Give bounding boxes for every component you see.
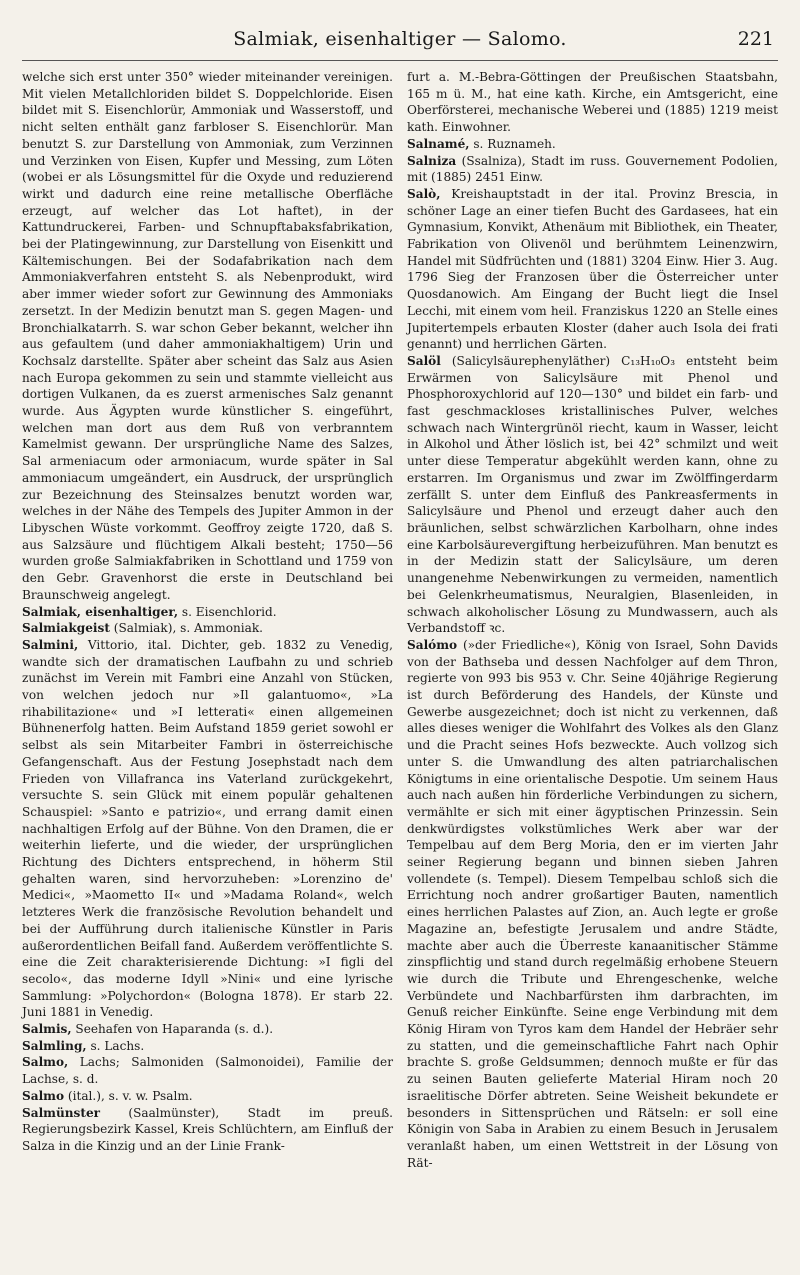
left-column — [22, 69, 393, 1171]
entry-salmo-ital — [22, 1088, 393, 1105]
headword: Salò, — [407, 186, 441, 201]
headword: Salmis, — [22, 1022, 72, 1037]
entry-text: Vittorio, ital. Dichter, geb. 1832 zu Venedig, wandte sich der dramatischen Laufbahn zu und schrieb zunächst im Verein mit Fambri eine Anzahl von Stücken, von welchen jedoch nur »Il galantuomo«, »La rihabilitazione« und »I letterati« einen allgemeinen Bühnenerfolg hatten. Beim Aufstand 1859 geriet sowohl er selbst als sein Mitarbeiter Fambri in österreichische Gefangenschaft. Aus der Festung Josephstadt nach dem Frieden von Villafranca ins Vaterland zurückgekehrt, versuchte S. sein Glück mit einem populär gehaltenen Schauspiel: »Santo e patrizio«, und errang damit einen nachhaltigen Erfolg auf der Bühne. Von den Dramen, die er weiterhin lieferte, und die wieder, der ursprünglichen Richtung des Dichters entsprechend, in höherm Stil gehalten waren, sind hervorzuheben: »Lorenzino de' Medici«, »Maometto II« und »Madama Roland«, welch letzteres Werk die französische Revolution behandelt und bei der Aufführung durch italienische Künstler in Paris außerordentlichen Beifall fand. Außerdem veröffentlichte S. eine die Zeit charakterisierende Dichtung: »I figli del secolo«, das moderne Idyll »Nini« und eine lyrische Sammlung: »Polychordon« (Bologna 1878). Er starb 22. Juni 1881 in Venedig. — [22, 637, 393, 1020]
entry-text: Kreishauptstadt in der ital. Provinz Brescia, in schöner Lage an einer tiefen Bucht des Gardasees, hat ein Gymnasium, Konvikt, Athenäum mit Bibliothek, ein Theater, Fabrikation von Olivenöl und berühmtem Leinenzwirn, Handel mit Südfrüchten und (1881) 3204 Einw. Hier 3. Aug. 1796 Sieg der Franzosen über die Österreicher unter Quosdanowich. Am Eingang der Bucht liegt die Insel Lecchi, mit einem vom heil. Franziskus 1220 an Stelle eines Jupitertempels erbauten Kloster (daher auch Isola dei frati genannt) und herrlichen Gärten. — [407, 186, 778, 352]
page-number: 221 — [737, 28, 774, 50]
page-header — [22, 26, 778, 61]
headword: Salnamé, — [407, 136, 470, 151]
entry-salname — [407, 136, 778, 153]
entry-text: Seehafen von Haparanda (s. d.). — [71, 1022, 274, 1037]
headword: Salmiak, eisenhaltiger, — [22, 604, 179, 619]
entry-text: (ital.), s. v. w. Psalm. — [64, 1088, 193, 1103]
entry-salomo — [407, 637, 778, 1172]
headword: Salmling, — [22, 1038, 87, 1053]
entry-text: (»der Friedliche«), König von Israel, Sohn Davids von der Bathseba und dessen Nachfolger auf dem Thron, regierte von 993 bis 953 v. Chr. Seine 40jährige Regierung ist durch Beförderung des Handels, der Künste und Gewerbe ausgezeichnet; doch ist nicht zu verkennen, daß alles dieses weniger die Wohlfahrt des Volkes als den Glanz und die Pracht seines Hofs bezweckte. Auch vollzog sich unter S. die Umwandlung des alten patriarchalischen Königtums in eine orientalische Despotie. Um seinem Haus auch nach außen hin förderliche Verbindungen zu sichern, vermählte er sich mit einer ägyptischen Prinzessin. Sein denkwürdigstes volkstümliches Werk aber war der Tempelbau auf dem Berg Moria, den er im vierten Jahr seiner Regierung begann und binnen sieben Jahren vollendete (s. Tempel). Diesem Tempelbau schloß sich die Errichtung noch andrer großartiger Bauten, namentlich eines herrlichen Palastes auf Zion, an. Auch legte er große Magazine an, befestigte Jerusalem und andre Städte, machte aber auch die Überreste kanaanitischer Stämme zinspflichtig und stand durch regelmäßig erhobene Steuern wie durch die Tribute und Ehrengeschenke, welche Verbündete und Nachbarfürsten ihm darbrachten, im Genuß reicher Einkünfte. Seine enge Verbindung mit dem König Hiram von Tyros kam dem Handel der Hebräer sehr zu statten, und die gemeinschaftliche Fahrt nach Ophir brachte S. große Geldsummen; dennoch mußte er für das zu seinen Bauten gelieferte Material Hiram noch 20 israelitische Dörfer abtreten. Seine Weisheit bekundete er besonders in Sittensprüchen und Rätseln: er soll eine Königin von Saba in Arabien zu einem Besuch in Jerusalem veranlaßt haben, um einen Wettstreit in der Lösung von Rät- — [407, 637, 778, 1170]
entry-text: s. Eisenchlorid. — [178, 604, 277, 619]
entry-salmuenster — [22, 1105, 393, 1155]
headword: Salmo — [22, 1088, 65, 1103]
headword: Salmünster — [22, 1105, 101, 1120]
entry-salmis — [22, 1021, 393, 1038]
text-columns — [22, 69, 778, 1171]
headword: Salmiakgeist — [22, 621, 110, 636]
headword: Salmini, — [22, 637, 79, 652]
running-title: Salmiak, eisenhaltiger — Salomo. — [233, 28, 567, 50]
entry-text: Lachs; Salmoniden (Salmonoidei), Familie der Lachse, s. d. — [22, 1055, 393, 1087]
right-column — [407, 69, 778, 1171]
entry-salmiak-eisenhaltiger — [22, 604, 393, 621]
entry-salo — [407, 186, 778, 353]
entry-salniza — [407, 153, 778, 186]
headword: Salniza — [407, 153, 457, 168]
headword: Salöl — [407, 353, 441, 368]
entry-salmini — [22, 637, 393, 1021]
entry-text: (Salicylsäurephenyläther) C₁₃H₁₀O₃ entsteht beim Erwärmen von Salicylsäure mit Phenol und Phosphoroxychlorid auf 120—130° und bildet ein farb- und fast geschmackloses kristallinisches Pulver, welches schwach nach Wintergrünöl riecht, kaum in Wasser, leicht in Alkohol und Äther löslich ist, bei 42° schmilzt und weit unter diese Temperatur abgekühlt werden kann, ohne zu erstarren. Im Organismus und zwar im Zwölffingerdarm zerfällt S. unter dem Einfluß des Pankreasferments in Salicylsäure und Phenol und erzeugt daher auch den bräunlichen, selbst schwärzlichen Karbolharn, ohne indes eine Karbolsäurevergiftung herbeizuführen. Man benutzt es in der Medizin statt der Salicylsäure, um deren unangenehme Nebenwirkungen zu vermeiden, namentlich bei Gelenkrheumatismus, Neuralgien, Blasenleiden, in schwach alkoholischer Lösung zu Mundwassern, auch als Verbandstoff ꝛc. — [407, 353, 778, 636]
entry-text: s. Ruznameh. — [469, 136, 556, 151]
entry-text: (Ssalniza), Stadt im russ. Gouvernement Podolien, mit (1885) 2451 Einw. — [407, 153, 778, 185]
entry-salmling — [22, 1038, 393, 1055]
headword: Salómo — [407, 637, 458, 652]
entry-text: s. Lachs. — [86, 1038, 145, 1053]
entry-salol — [407, 353, 778, 637]
entry-salmo-lachs — [22, 1054, 393, 1087]
continuation-paragraph: welche sich erst unter 350° wieder miteinander vereinigen. Mit vielen Metallchloriden bildet S. Doppelchloride. Eisen bildet mit S. Eisenchlorür, Ammoniak und Wasserstoff, und nicht selten enthält ganz farbloser S. Eisenchlorür. Man benutzt S. zur Darstellung von Ammoniak, zum Verzinnen und Verzinken von Eisen, Kupfer und Messing, zum Löten (wobei er als Lösungsmittel für die Oxyde und reduzierend wirkt und dadurch eine reine metallische Oberfläche erzeugt, auf welcher das Lot haftet), in der Kattundruckerei, Farben- und Schnupftabaksfabrikation, bei der Platingewinnung, zur Darstellung von Eisenkitt und Kältemischungen. Bei der Sodafabrikation nach dem Ammoniakverfahren entsteht S. als Nebenprodukt, wird aber immer wieder sofort zur Gewinnung des Ammoniaks zersetzt. In der Medizin benutzt man S. gegen Magen- und Bronchialkatarrh. S. war schon Geber bekannt, welcher ihn aus gefaultem (und daher ammoniakhaltigem) Urin und Kochsalz darstellte. Später aber scheint das Salz aus Asien nach Europa gekommen zu sein und stammte vielleicht aus dortigen Vulkanen, da es zuerst armenisches Salz genannt wurde. Aus Ägypten wurde künstlicher S. eingeführt, welchen man dort aus dem Ruß von verbranntem Kamelmist gewann. Der ursprüngliche Name des Salzes, Sal armeniacum oder armoniacum, wurde später in Sal ammoniacum umgeändert, ein Ausdruck, der ursprünglich zur Bezeichnung des Steinsalzes benutzt worden war, welches in der Nähe des Tempels des Jupiter Ammon in der Libyschen Wüste vorkommt. Geoffroy zeigte 1720, daß S. aus Salzsäure und flüchtigem Alkali besteht; 1750—56 wurden große Salmiakfabriken in Schottland und 1759 von den Gebr. Gravenhorst die erste in Deutschland bei Braunschweig angelegt. — [22, 70, 393, 602]
headword: Salmo, — [22, 1055, 69, 1070]
entry-salmiakgeist — [22, 620, 393, 637]
continuation-paragraph: furt a. M.-Bebra-Göttingen der Preußischen Staatsbahn, 165 m ü. M., hat eine kath. Kirche, ein Amtsgericht, eine Oberförsterei, mechanische Weberei und (1885) 1219 meist kath. Einwohner. — [407, 70, 778, 135]
entry-text: (Saalmünster), Stadt im preuß. Regierungsbezirk Kassel, Kreis Schlüchtern, am Einfluß der Salza in die Kinzig und an der Linie Frank- — [22, 1105, 393, 1153]
entry-text: (Salmiak), s. Ammoniak. — [109, 621, 264, 636]
